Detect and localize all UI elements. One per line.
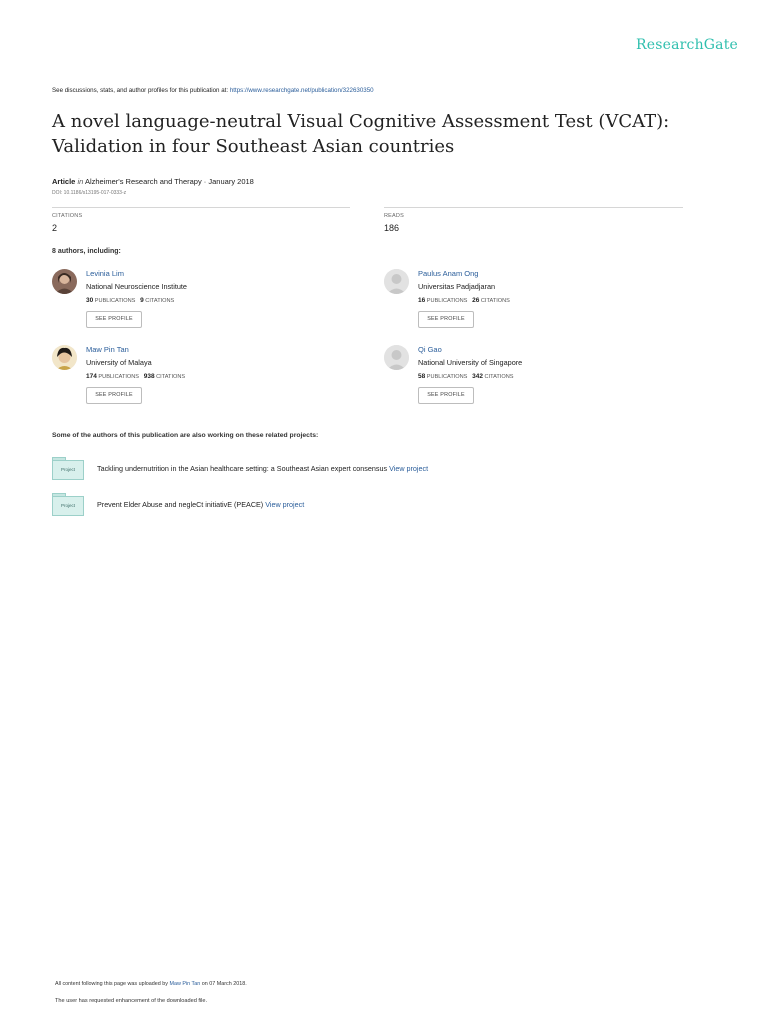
author-card: [52, 269, 352, 341]
avatar-placeholder-icon[interactable]: [384, 345, 409, 370]
discussion-prefix: See discussions, stats, and author profiles for this publication at:: [52, 87, 229, 94]
citations-label: CITATIONS: [484, 374, 514, 380]
author-institution: Universitas Padjadjaran: [418, 282, 496, 291]
journal-info: Alzheimer's Research and Therapy · January 2018: [84, 177, 254, 186]
author-institution: National University of Singapore: [418, 358, 523, 367]
upload-note: [55, 981, 247, 987]
author-card: [52, 345, 352, 417]
project-badge: Project: [52, 460, 84, 480]
authors-heading: 8 authors, including:: [52, 248, 121, 255]
project-folder-icon: [52, 493, 84, 515]
see-profile-button[interactable]: SEE PROFILE: [86, 387, 142, 404]
publications-count: 16: [418, 297, 426, 304]
project-item: [52, 493, 652, 517]
author-stats: [86, 373, 185, 380]
request-note: The user has requested enhancement of the downloaded file.: [55, 998, 208, 1004]
uploader-link[interactable]: Maw Pin Tan: [169, 981, 201, 987]
citations-count: 938: [143, 373, 155, 380]
author-name[interactable]: Levinia Lim: [86, 269, 124, 278]
citations-label: CITATIONS: [52, 213, 83, 219]
project-title: Prevent Elder Abuse and negleCt initiativE (PEACE): [97, 500, 264, 509]
avatar[interactable]: [52, 269, 77, 294]
citations-count: 342: [472, 373, 483, 380]
article-type: Article: [52, 177, 76, 186]
reads-label: READS: [384, 213, 404, 219]
citations-count: 9: [140, 297, 144, 304]
publications-label: PUBLICATIONS: [98, 374, 140, 380]
project-text: [97, 500, 304, 509]
citations-label: CITATIONS: [156, 374, 186, 380]
publications-label: PUBLICATIONS: [94, 298, 136, 304]
divider-left: [52, 207, 350, 208]
author-card: [384, 345, 684, 417]
author-card: [384, 269, 684, 341]
title-line-2: Validation in four Southeast Asian countries: [52, 136, 455, 157]
author-institution: University of Malaya: [86, 358, 152, 367]
discussion-line: [52, 87, 374, 94]
author-name[interactable]: Maw Pin Tan: [86, 345, 129, 354]
see-profile-button[interactable]: SEE PROFILE: [86, 311, 142, 328]
upload-prefix: All content following this page was uploaded by: [55, 981, 168, 987]
publications-count: 30: [86, 297, 94, 304]
divider-right: [384, 207, 683, 208]
citations-count: 26: [472, 297, 480, 304]
publications-label: PUBLICATIONS: [426, 374, 468, 380]
author-stats: [86, 297, 174, 304]
author-name[interactable]: Qi Gao: [418, 345, 442, 354]
paper-title: [52, 109, 692, 159]
publications-count: 174: [86, 373, 97, 380]
projects-heading: Some of the authors of this publication are also working on these related projects:: [52, 432, 319, 439]
publications-count: 58: [418, 373, 426, 380]
avatar-placeholder-icon[interactable]: [384, 269, 409, 294]
project-text: [97, 464, 428, 473]
view-project-link[interactable]: View project: [265, 500, 305, 509]
author-stats: [418, 297, 510, 304]
in-word: in: [77, 177, 84, 186]
project-folder-icon: [52, 457, 84, 479]
doi-text: DOI: 10.1186/s13195-017-0333-z: [52, 190, 127, 196]
upload-suffix: on 07 March 2018.: [201, 981, 247, 987]
author-name[interactable]: Paulus Anam Ong: [418, 269, 479, 278]
title-line-1: A novel language-neutral Visual Cognitive Assessment Test (VCAT):: [52, 111, 670, 132]
view-project-link[interactable]: View project: [389, 464, 429, 473]
researchgate-logo[interactable]: ResearchGate: [636, 37, 739, 53]
author-stats: [418, 373, 514, 380]
citations-label: CITATIONS: [145, 298, 175, 304]
project-badge: Project: [52, 496, 84, 516]
avatar[interactable]: [52, 345, 77, 370]
project-item: [52, 457, 652, 481]
see-profile-button[interactable]: SEE PROFILE: [418, 311, 474, 328]
publications-label: PUBLICATIONS: [426, 298, 468, 304]
project-title: Tackling undernutrition in the Asian healthcare setting: a Southeast Asian expert consensus: [97, 464, 388, 473]
citations-value: 2: [52, 223, 58, 233]
see-profile-button[interactable]: SEE PROFILE: [418, 387, 474, 404]
publication-url-link[interactable]: https://www.researchgate.net/publication/322630350: [229, 87, 374, 94]
reads-value: 186: [384, 223, 400, 233]
author-institution: National Neuroscience Institute: [86, 282, 187, 291]
article-meta: [52, 177, 254, 186]
citations-label: CITATIONS: [480, 298, 510, 304]
